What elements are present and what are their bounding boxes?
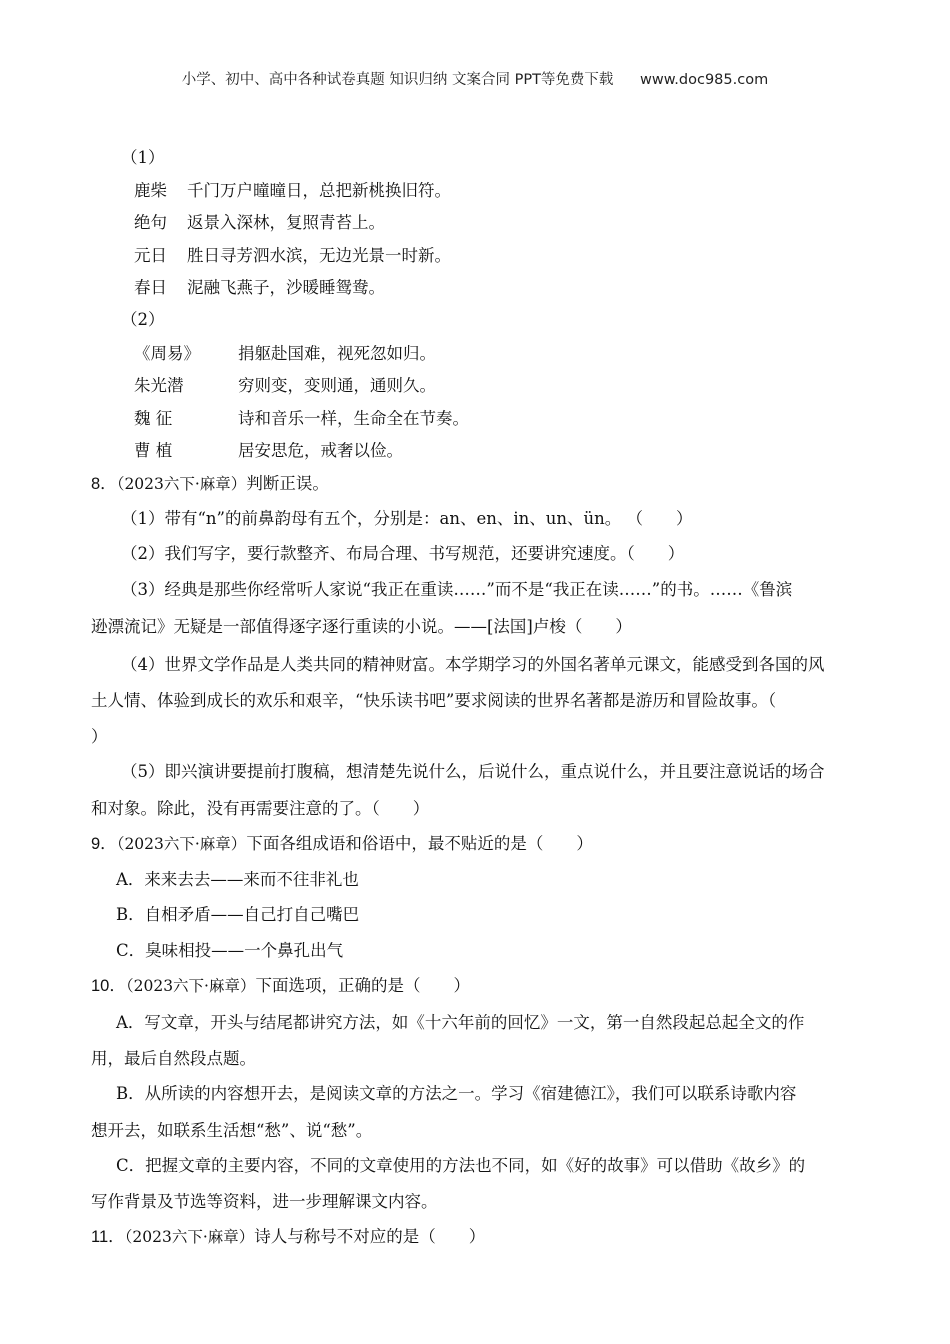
part2-name: 《周易》 <box>134 344 200 363</box>
q8-item-5: （5）即兴演讲要提前打腹稿，想清楚先说什么，后说什么，重点说什么，并且要注意说话的场合 <box>121 762 825 781</box>
q8-item-2: （2）我们写字，要行款整齐、布局合理、书写规范，还要讲究速度。（ ） <box>121 544 685 563</box>
header-text: 小学、初中、高中各种试卷真题 知识归纳 文案合同 PPT等免费下载 <box>181 72 614 88</box>
question-8-title <box>91 476 329 493</box>
question-number: 8． <box>91 475 117 493</box>
part1-name: 春日 <box>134 278 167 297</box>
part2-label: （2） <box>121 310 165 329</box>
page-header <box>0 68 950 89</box>
part2-line: 居安思危，戒奢以俭。 <box>238 441 403 460</box>
q8-item-3: （3）经典是那些你经常听人家说“我正在重读……”而不是“我正在读……”的书。……《鲁滨 <box>121 580 793 599</box>
question-10-title <box>91 978 470 995</box>
question-9-title <box>91 836 593 853</box>
part2-row <box>134 443 403 460</box>
q10-option-a-cont: 用，最后自然段点题。 <box>91 1049 256 1068</box>
part1-line: 泥融飞燕子，沙暖睡鸳鸯。 <box>187 278 385 297</box>
part2-row <box>134 346 436 363</box>
q8-item-4-cont: 土人情、体验到成长的欢乐和艰辛，“快乐读书吧”要求阅读的世界名著都是游历和冒险故事。（ <box>91 691 777 710</box>
question-stem: 下面各组成语和俗语中，最不贴近的是（ ） <box>246 834 593 853</box>
q10-option-c-cont: 写作背景及节选等资料，进一步理解课文内容。 <box>91 1192 438 1211</box>
question-source: （2023六下·麻章） <box>125 977 256 995</box>
part1-name: 元日 <box>134 246 167 265</box>
part1-row <box>134 248 451 265</box>
part1-row <box>134 280 385 297</box>
question-stem: 下面选项，正确的是（ ） <box>255 976 470 995</box>
part1-name: 鹿柴 <box>134 181 167 200</box>
part2-line: 穷则变，变则通，通则久。 <box>238 376 436 395</box>
part1-row <box>134 215 385 232</box>
part2-name: 朱光潜 <box>134 376 184 395</box>
part2-line: 诗和音乐一样，生命全在节奏。 <box>238 409 469 428</box>
header-site: www.doc985.com <box>640 72 769 88</box>
q10-option-c: C．把握文章的主要内容，不同的文章使用的方法也不同，如《好的故事》可以借助《故乡》的 <box>116 1156 806 1175</box>
q10-option-b-cont: 想开去，如联系生活想“愁”、说“愁”。 <box>91 1121 373 1140</box>
q9-option-b: B．自相矛盾——自己打自己嘴巴 <box>116 905 360 924</box>
part1-row <box>134 183 451 200</box>
question-stem: 判断正误。 <box>246 474 329 493</box>
q8-item-1: （1）带有“n”的前鼻韵母有五个，分别是：an、en、in、un、ün。 （ ） <box>121 509 693 528</box>
part2-line: 捐躯赴国难，视死忽如归。 <box>238 344 436 363</box>
part2-row <box>134 411 469 428</box>
question-number: 11． <box>91 1228 125 1246</box>
q10-option-b: B．从所读的内容想开去，是阅读文章的方法之一。学习《宿建德江》，我们可以联系诗歌内容 <box>116 1084 797 1103</box>
part2-name: 魏 征 <box>134 409 173 428</box>
q8-item-4-cont2: ） <box>91 727 108 746</box>
question-11-title <box>91 1229 485 1246</box>
question-number: 9． <box>91 835 117 853</box>
question-source: （2023六下·麻章） <box>124 1228 255 1246</box>
question-stem: 诗人与称号不对应的是（ ） <box>254 1227 486 1246</box>
part1-line: 千门万户曈曈日，总把新桃换旧符。 <box>187 181 451 200</box>
question-source: （2023六下·麻章） <box>116 475 247 493</box>
part1-label: （1） <box>121 148 165 167</box>
q8-item-4: （4）世界文学作品是人类共同的精神财富。本学期学习的外国名著单元课文，能感受到各国的风 <box>121 655 825 674</box>
q9-option-c: C．臭味相投——一个鼻孔出气 <box>116 941 344 960</box>
part2-name: 曹 植 <box>134 441 173 460</box>
q8-item-3-cont: 逊漂流记》无疑是一部值得逐字逐行重读的小说。——[法国]卢梭（ ） <box>91 617 632 636</box>
q8-item-5-cont: 和对象。除此，没有再需要注意的了。（ ） <box>91 799 430 818</box>
question-source: （2023六下·麻章） <box>116 835 247 853</box>
part1-line: 胜日寻芳泗水滨，无边光景一时新。 <box>187 246 451 265</box>
q9-option-a: A．来来去去——来而不往非礼也 <box>116 870 359 889</box>
part2-row <box>134 378 436 395</box>
question-number: 10． <box>91 977 126 995</box>
part1-name: 绝句 <box>134 213 167 232</box>
q10-option-a: A．写文章，开头与结尾都讲究方法，如《十六年前的回忆》一文，第一自然段起总起全文的作 <box>116 1013 805 1032</box>
part1-line: 返景入深林，复照青苔上。 <box>187 213 385 232</box>
